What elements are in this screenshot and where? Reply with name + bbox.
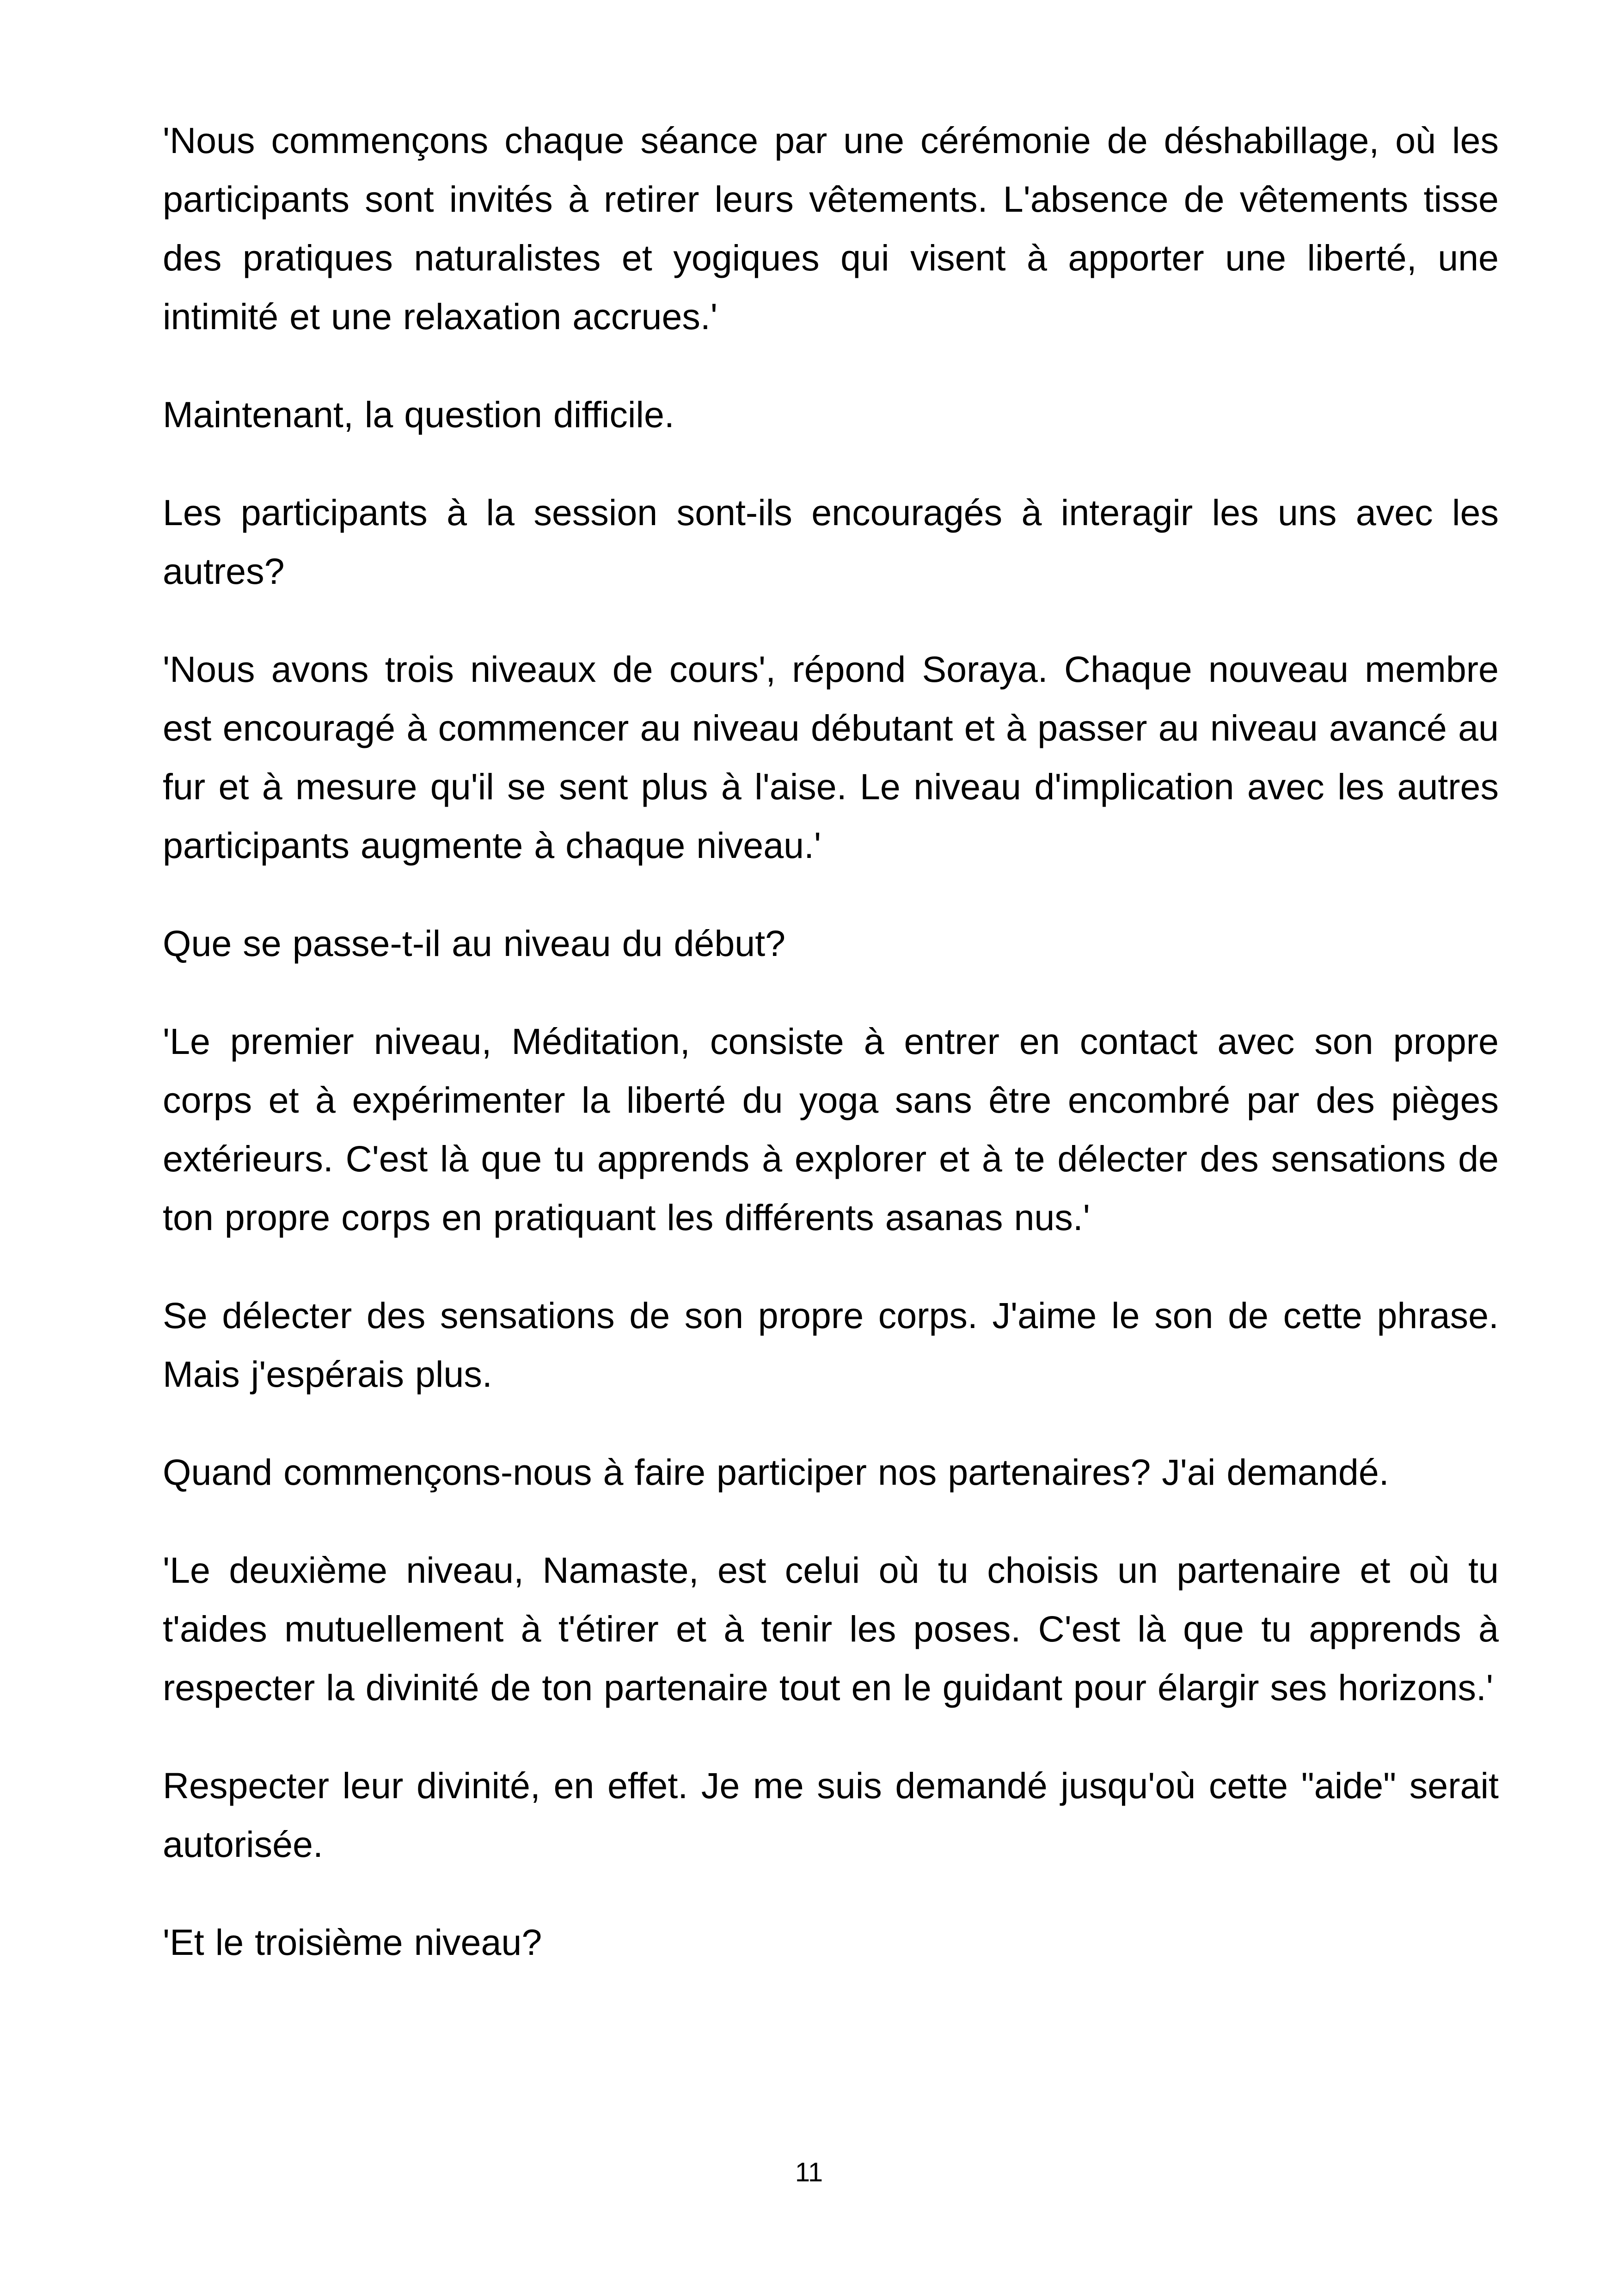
paragraph-reaction: Se délecter des sensations de son propre corps. J'aime le son de cette phrase. Mais j'espérais plus. — [163, 1295, 1499, 1395]
paragraph-first-level: 'Le premier niveau, Méditation, consiste à entrer en contact avec son propre corps et à expérimenter la liberté du yoga sans être encombré par des pièges extérieurs. C'est là que tu apprends à explorer et à te délecter des sensations de ton propre corps en pratiquant les différents asanas nus.' — [163, 1021, 1499, 1238]
paragraph-beginner-question: Que se passe-t-il au niveau du début? — [163, 923, 786, 964]
paragraph-interaction-question: Les participants à la session sont-ils encouragés à interagir les uns avec les autres? — [163, 492, 1499, 592]
paragraph-partners-question: Quand commençons-nous à faire participer nos partenaires? J'ai demandé. — [163, 1451, 1389, 1493]
page-number: 11 — [795, 2157, 823, 2187]
paragraph-three-levels: 'Nous avons trois niveaux de cours', répond Soraya. Chaque nouveau membre est encouragé à commencer au niveau débutant et à passer au niveau avancé au fur et à mesure qu'il se sent plus à l'aise. Le niveau d'implication avec les autres participants augmente à chaque niveau.' — [163, 649, 1499, 866]
paragraph-ceremony: 'Nous commençons chaque séance par une cérémonie de déshabillage, où les participants sont invités à retirer leurs vêtements. L'absence de vêtements tisse des pratiques naturalistes et yogiques qui visent à apporter une liberté, une intimité et une relaxation accrues.' — [163, 120, 1499, 337]
paragraph-second-level: 'Le deuxième niveau, Namaste, est celui où tu choisis un partenaire et où tu t'aides mutuellement à t'étirer et à tenir les poses. C'est là que tu apprends à respecter la divinité de ton partenaire tout en le guidant pour élargir ses horizons.' — [163, 1549, 1499, 1708]
paragraph-third-level-question: 'Et le troisième niveau? — [163, 1922, 542, 1963]
paragraph-divinity: Respecter leur divinité, en effet. Je me suis demandé jusqu'où cette "aide" serait autorisée. — [163, 1765, 1499, 1865]
body-text — [163, 111, 1499, 2011]
paragraph-question-intro: Maintenant, la question difficile. — [163, 394, 674, 435]
